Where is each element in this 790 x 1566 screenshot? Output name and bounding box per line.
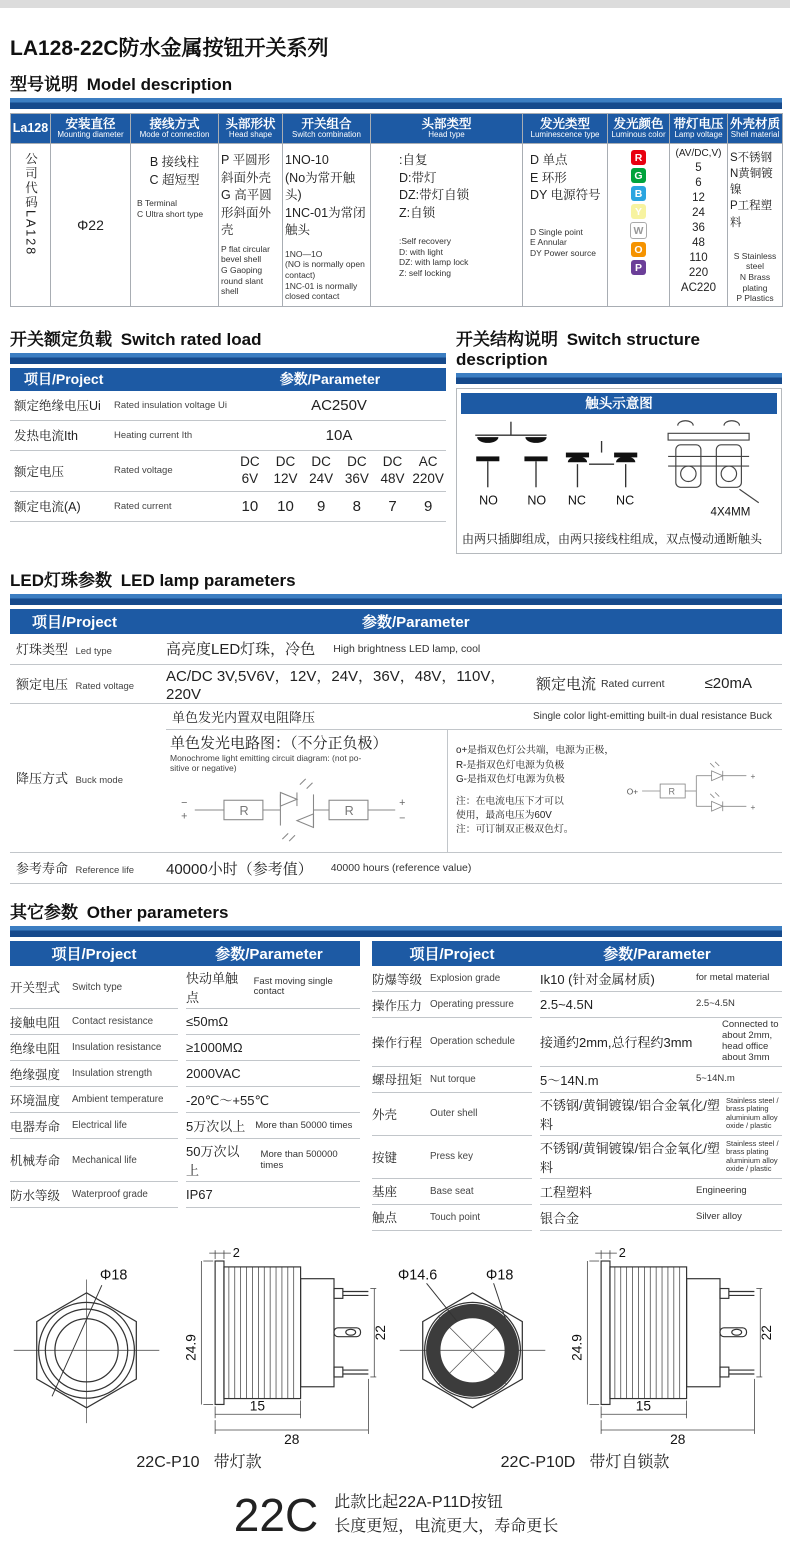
model-table [10,113,783,307]
section-title-rated-load: 开关额定负载 Switch rated load [10,329,262,349]
table-row: 参考寿命 Reference life 40000小时（参考值） 40000 hours (reference value) [10,853,782,884]
structure-section [456,317,782,554]
page-title: LA128-22C防水金属按钮开关系列 [10,37,329,60]
section-band [10,353,446,364]
col-parameter: 参数/Parameter [362,613,470,631]
model-col-mounting: 安装直径 Mounting diameter [51,114,131,144]
label-nc-2: NC [616,493,635,508]
drawing-22c-p10 [10,1245,388,1472]
section-band [10,594,782,605]
svg-text:+: + [750,801,756,812]
contact-diagram [457,414,777,522]
table-row: 绝缘强度 Insulation strength 2000VAC [10,1061,360,1087]
cell-connection: B 接线柱 C 超短型 B Terminal C Ultra short type [131,144,219,307]
svg-text:+: + [750,771,756,782]
table-row: 发热电流Ith Heating current Ith 10A [10,421,446,451]
model-col-voltage: 带灯电压 Lamp voltage [670,114,728,144]
col-project: 项目/Project [51,946,137,964]
table-row-buck-mode: 降压方式 Buck mode 单色发光内置双电阻降压 Single color light-emitting built-in dual resistance Buck 单色发光电路图：（不分正负极） Monochrome light emitting circuit diagram: (not po- sitive or negative) − + R R + − o+是指双色灯公共端，电源为正极， R-是指双色灯电源为负极 G-是指双色灯电源为负极 注：在电流电压下才可以 使用，最高电压为60V 注：可订制双正极双色灯。 O+ R + + [10,704,782,853]
table-row: 按键 Press key 不锈钢/黄铜镀镍/铝合金氧化/塑料 Stainless steel / brass plating aluminium alloy oxide / plastic [372,1136,782,1179]
contact-diagram-title: 触头示意图 [461,393,777,414]
label-4x4mm: 4X4MM [710,506,751,519]
table-row: 额定电压 Rated voltage AC/DC 3V,5V6V，12V，24V，36V，48V，110V，220V 额定电流 Rated current ≤20mA [10,665,782,704]
dim-24-9: 24.9 [183,1333,199,1361]
table-row: 灯珠类型 Led type 高亮度LED灯珠，冷色 High brightness LED lamp, cool [10,634,782,665]
dim-28: 28 [284,1431,300,1447]
dim-phi18: Φ18 [99,1267,128,1284]
col-project: 项目/Project [409,946,495,964]
cell-mounting-diameter [51,144,131,307]
table-row: 接触电阻 Contact resistance ≤50mΩ [10,1009,360,1035]
col-project: 项目/Project [24,371,104,388]
other-params-left-table [10,941,360,1231]
col-project: 项目/Project [32,613,118,631]
label-nc-1: NC [567,493,586,508]
label-no-2: NO [527,493,547,508]
model-col-luminescence: 发光类型 Luminescence type [523,114,608,144]
svg-text:+: + [399,797,406,810]
section-title-led: LED灯珠参数 LED lamp parameters [10,570,296,590]
dim-2: 2 [232,1244,240,1260]
resistor-label: R [344,803,354,818]
cell-luminescence-type: D 单点 E 环形 DY 电源符号 D Single point E Annular DY Power source [523,144,608,307]
dual-led-circuit-diagram [624,750,770,832]
section-title-structure: 开关结构说明 Switch structure description [456,329,700,369]
color-chip-yellow: Y [631,204,646,219]
color-chip-orange: O [631,242,646,257]
polarity-minus: − [181,797,188,810]
other-params [10,941,782,1231]
table-row: 防爆等级 Explosion grade Ik10 (针对金属材质) for metal material [372,966,782,992]
table-row: 基座 Base seat 工程塑料 Engineering [372,1179,782,1205]
model-col-connection: 接线方式 Mode of connection [131,114,219,144]
table-row: 螺母扭矩 Nut torque 5～14N.m 5~14N.m [372,1067,782,1093]
cell-switch-combination: 1NO-10 (No为常开触头) 1NC-01为常闭触头 1NO—1O (NO is normally open contact) 1NC-01 is normally closed contact [283,144,371,307]
section-title-model-zh: 型号说明 [10,75,78,94]
footer-note: 22C 此款比起22A-P11D按钮 长度更短，电流更大，寿命更长 [233,1488,559,1541]
led-table-header [10,609,782,634]
rated-load-header [10,368,446,391]
color-chip-green: G [631,168,646,183]
resistor-label: R [239,803,249,818]
svg-text:−: − [399,812,406,825]
company-code-value: LA128 [23,210,38,257]
front-view-drawing [8,1261,166,1431]
cell-luminous-color [608,144,670,307]
section-title-model [10,70,782,95]
table-row: 机械寿命 Mechanical life 50万次以上 More than 500000 times [10,1139,360,1182]
dim-phi18: Φ18 [485,1267,514,1284]
dim-28: 28 [670,1431,686,1447]
dim-22: 22 [373,1324,389,1341]
table-row: 额定电压 Rated voltage DC 6V DC 12V DC 24V DC 36V DC 48V AC 220V [10,451,446,492]
drawing-22c-p10d [388,1245,782,1472]
footer-model: 22C [233,1488,319,1541]
section-band [10,98,782,109]
model-table-body-row [11,144,783,307]
o-plus-label: O+ [626,786,639,797]
model-table-header-row [11,114,783,144]
model-col-head-type: 头部类型 Head type [371,114,523,144]
table-row: 开关型式 Switch type 快动单触点 Fast moving single contact [10,966,360,1009]
color-chip-blue: B [631,186,646,201]
company-code-zh: 公司代码 [23,152,38,211]
section-band [456,373,782,384]
table-row: 绝缘电阻 Insulation resistance ≥1000MΩ [10,1035,360,1061]
color-chip-white: W [630,222,647,239]
table-row: 额定绝缘电压Ui Rated insulation voltage Ui AC250V [10,391,446,421]
table-row: 额定电流(A) Rated current 10 10 9 8 7 9 [10,492,446,522]
model-col-head-shape: 头部形状 Head shape [219,114,283,144]
cell-shell-material: S不锈钢 N黄铜镀镍 P工程塑料 S Stainless steel N Brass plating P Plastics [728,144,783,307]
col-parameter: 参数/Parameter [279,371,381,388]
model-col-color: 发光颜色 Luminous color [608,114,670,144]
drawing-caption: 22C-P10 带灯款 [136,1453,262,1471]
cell-company-code [11,144,51,307]
label-no-1: NO [479,493,498,508]
contact-diagram-box [456,388,782,554]
table-row: 环境温度 Ambient temperature -20℃～+55℃ [10,1087,360,1113]
dim-22: 22 [759,1324,775,1341]
buck-notes: o+是指双色灯公共端，电源为正极， R-是指双色灯电源为负极 G-是指双色灯电源为负极 注：在电流电压下才可以 使用，最高电压为60V 注：可订制双正极双色灯。 [456,745,615,836]
dim-15: 15 [635,1398,652,1414]
front-view-ring-drawing [394,1261,552,1431]
header-la128: La128 [12,121,49,136]
section-band [10,926,782,937]
table-row: 操作行程 Operation schedule 接通约2mm,总行程约3mm Connected to about 2mm, head office about 3mm [372,1018,782,1067]
table-row: 防水等级 Waterproof grade IP67 [10,1182,360,1208]
cell-head-type: :自复 D:带灯 DZ:带灯自锁 Z:自锁 :Self recovery D: with light DZ: with lamp lock Z: self locking [371,144,523,307]
color-chip-purple: P [631,260,646,275]
cell-lamp-voltage: (AV/DC,V) 5 6 12 24 36 48 110 220 AC220 [670,144,728,307]
top-strip [0,0,790,8]
other-params-right-table [372,941,782,1231]
side-view-drawing [552,1245,776,1447]
model-col-series [11,114,51,144]
rated-load-structure-row [10,317,782,554]
content [0,32,790,1566]
model-col-shell: 外壳材质 Shell material [728,114,783,144]
cell-head-shape: P 平圆形斜面外壳 G 高平圆形斜面外壳 P flat circular bevel shell G Gaoping round slant shell [219,144,283,307]
dim-2: 2 [618,1244,626,1260]
side-view-drawing [166,1245,390,1447]
model-col-combination: 开关组合 Switch combination [283,114,371,144]
table-row: 触点 Touch point 银合金 Silver alloy [372,1205,782,1231]
polarity-plus: + [181,810,188,823]
table-row: 电器寿命 Electrical life 5万次以上 More than 50000 times [10,1113,360,1139]
table-row: 操作压力 Operating pressure 2.5~4.5N 2.5~4.5N [372,992,782,1018]
technical-drawings [10,1245,782,1472]
mono-led-circuit-diagram [170,773,420,845]
section-title-other: 其它参数 Other parameters [10,903,229,923]
color-chip-red: R [631,150,646,165]
col-parameter: 参数/Parameter [603,946,711,964]
col-parameter: 参数/Parameter [215,946,323,964]
rated-load-section [10,317,446,554]
dim-24-9: 24.9 [569,1333,585,1361]
dim-15: 15 [249,1398,266,1414]
resistor-label: R [668,786,676,797]
structure-caption: 由两只插脚组成，由两只接线柱组成，双点慢动通断触头 [462,531,763,546]
section-title-model-en: Model description [86,75,233,94]
drawing-caption: 22C-P10D 带灯自锁款 [500,1453,670,1471]
table-row: 外壳 Outer shell 不锈钢/黄铜镀镍/铝合金氧化/塑料 Stainless steel / brass plating aluminium alloy oxide / plastic [372,1093,782,1136]
mounting-diameter-value: Φ22 [77,216,104,233]
dim-phi14-6: Φ14.6 [397,1267,438,1284]
